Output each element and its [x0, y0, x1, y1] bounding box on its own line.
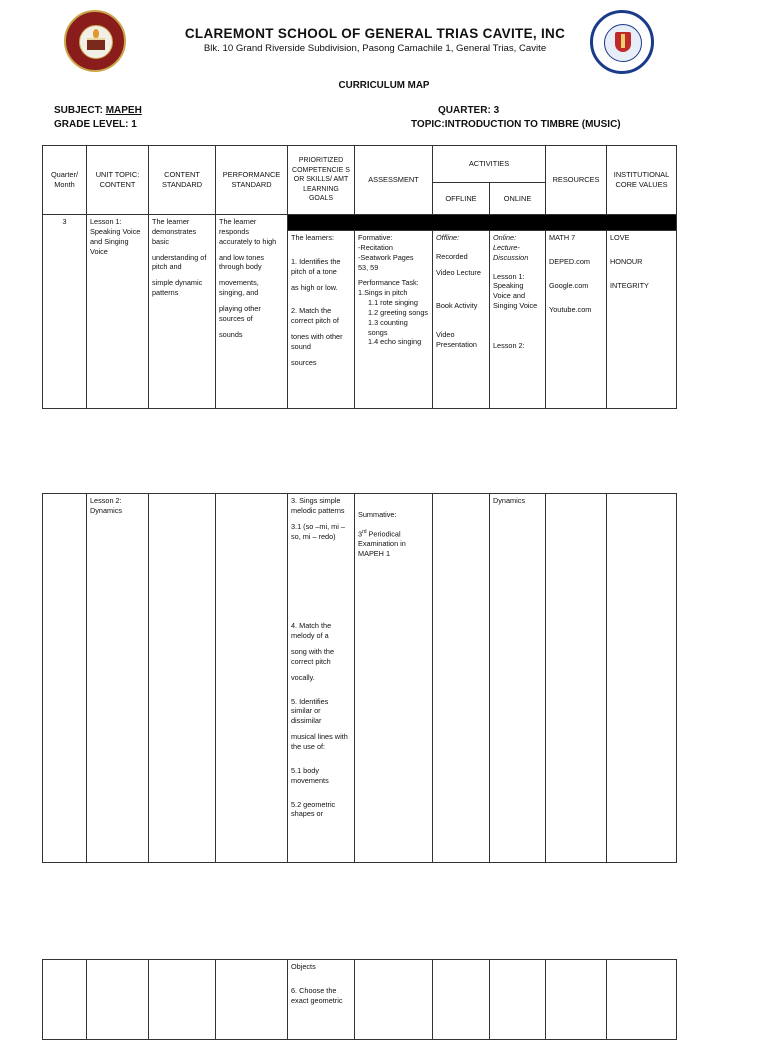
- grade-value: 1: [131, 119, 137, 130]
- text-line: Offline:: [436, 233, 460, 242]
- text-line: 5. Identifies similar or dissimilar: [291, 696, 329, 726]
- col-header-assessment: ASSESSMENT: [355, 146, 433, 215]
- text-line: 53, 59: [358, 262, 379, 272]
- text-line: LOVE: [610, 233, 630, 242]
- cell-resources: [546, 231, 607, 409]
- cell-quarter: [43, 960, 87, 1040]
- text-line: Youtube.com: [549, 304, 592, 314]
- text-line: INTEGRITY: [610, 280, 649, 290]
- col-header-quarter: Quarter/ Month: [43, 146, 87, 215]
- topic-value: INTRODUCTION TO TIMBRE (MUSIC): [444, 119, 621, 130]
- text-line: 1. Identifies the pitch of a tone: [291, 256, 341, 276]
- subject-value: MAPEH: [105, 105, 142, 116]
- school-address: Blk. 10 Grand Riverside Subdivision, Pasong Camachile 1, General Trias, Cavite: [203, 43, 547, 54]
- col-header-offline: OFFLINE: [433, 183, 490, 215]
- topic-label: TOPIC:: [411, 119, 445, 130]
- cell-competencies: [288, 494, 355, 863]
- cell-online: Dynamics: [490, 494, 546, 863]
- cell-offline: [433, 494, 490, 863]
- cell-performance-standard: [216, 960, 288, 1040]
- ordinal-number: 3: [358, 529, 363, 539]
- text-line: 6. Choose the exact geometric: [291, 985, 343, 1005]
- cell-assessment: [355, 960, 433, 1040]
- text-line: playing other sources of: [219, 303, 261, 323]
- text-line: sources: [291, 357, 317, 367]
- text-line: Recorded: [436, 251, 468, 261]
- ordinal-suffix: rd: [362, 528, 367, 535]
- text-line: and low tones through body: [219, 252, 265, 272]
- grade-label: GRADE LEVEL:: [54, 119, 129, 130]
- col-header-resources: RESOURCES: [546, 146, 607, 215]
- text-line: tones with other sound: [291, 332, 343, 351]
- text-line: 2. Match the correct pitch of: [291, 306, 339, 326]
- text-line: 5.1 body movements: [291, 765, 329, 785]
- quarter-value: 3: [493, 105, 500, 116]
- cell-content-standard: [149, 960, 216, 1040]
- col-header-content-standard: CONTENT STANDARD: [149, 146, 216, 215]
- text-line: Video Presentation: [436, 330, 477, 350]
- text-line: Video Lecture: [436, 267, 481, 277]
- curriculum-table-part-1: [42, 145, 677, 409]
- text-line: Performance Task:: [358, 278, 419, 288]
- text-line: The learners:: [291, 233, 334, 242]
- cell-unit-topic: Lesson 2: Dynamics: [87, 494, 149, 863]
- col-header-core-values: INSTITUTIONAL CORE VALUES: [607, 146, 677, 215]
- text-line: HONOUR: [610, 256, 643, 266]
- text-line: 5.2 geometric shapes or: [291, 799, 336, 819]
- cell-online: [490, 960, 546, 1040]
- curriculum-table-part-2: [42, 493, 677, 863]
- text-line: Lesson 2:: [493, 340, 525, 350]
- text-line: 1.3 counting songs: [368, 317, 408, 337]
- seal-emblem: [604, 24, 642, 62]
- cell-performance-standard: [216, 215, 288, 409]
- cell-competencies: [288, 231, 355, 409]
- text-line: song with the correct pitch: [291, 647, 334, 666]
- col-header-activities: ACTIVITIES: [433, 146, 546, 183]
- school-name: CLAREMONT SCHOOL OF GENERAL TRIAS CAVITE, INC: [184, 26, 566, 41]
- topic-line: [411, 119, 621, 130]
- cell-quarter: [43, 494, 87, 863]
- text-line: 3.1 (so –mi, mi –so, mi – redo): [291, 521, 345, 541]
- cell-core-values: [607, 494, 677, 863]
- cell-performance-standard: [216, 494, 288, 863]
- col-header-online: ONLINE: [490, 183, 546, 215]
- text-line: -Seatwork Pages: [358, 252, 414, 262]
- text-line: Online: Lecture- Discussion: [493, 233, 529, 262]
- curriculum-table-part-3: [42, 959, 677, 1040]
- cell-competencies: [288, 960, 355, 1040]
- grade-line: [54, 119, 137, 130]
- subject-line: [54, 105, 142, 116]
- cell-offline: [433, 231, 490, 409]
- col-header-unit-topic: UNIT TOPIC: CONTENT: [87, 146, 149, 215]
- text-line: 1.4 echo singing: [368, 337, 422, 347]
- cell-assessment: [355, 494, 433, 863]
- cell-core-values: [607, 231, 677, 409]
- cell-resources: [546, 494, 607, 863]
- text-line: [358, 529, 429, 559]
- text-line: 1.1 rote singing: [368, 298, 418, 308]
- quarter-label: QUARTER:: [438, 105, 491, 116]
- text-line: simple dynamic patterns: [152, 278, 203, 298]
- text-line: 3. Sings simple melodic patterns: [291, 496, 345, 515]
- col-header-competencies: PRIORITIZED COMPETENCIE S OR SKILLS/ AMT LEARNING GOALS: [288, 146, 355, 215]
- text-line: Summative:: [358, 510, 397, 519]
- claremont-school-logo: [64, 10, 126, 72]
- text-line: understanding of pitch and: [152, 252, 207, 272]
- cell-quarter: 3: [43, 215, 87, 409]
- cell-unit-topic: Lesson 1: Speaking Voice and Singing Voice: [87, 215, 149, 409]
- document-title: CURRICULUM MAP: [338, 80, 430, 91]
- text-line: The learner demonstrates basic: [152, 217, 197, 246]
- cell-offline: [433, 960, 490, 1040]
- text-line: Objects: [291, 962, 316, 971]
- text-line: as high or low.: [291, 282, 338, 292]
- text-line: -Recitation: [358, 242, 393, 252]
- text-line: musical lines with the use of:: [291, 732, 348, 751]
- cell-resources: [546, 960, 607, 1040]
- flame-icon: [93, 29, 99, 38]
- text-line: sounds: [219, 329, 243, 339]
- deped-seal-logo: [590, 10, 654, 74]
- text-line: Google.com: [549, 280, 589, 290]
- text-line: 1.Sings in pitch: [358, 288, 408, 298]
- text-line: vocally.: [291, 672, 315, 682]
- text-line: The learner responds accurately to high: [219, 217, 277, 246]
- text-line: movements, singing, and: [219, 278, 259, 298]
- subject-label: SUBJECT:: [54, 105, 103, 116]
- col-header-performance-standard: PERFORMANCE STANDARD: [216, 146, 288, 215]
- black-band: [288, 215, 677, 231]
- torch-icon: [621, 34, 625, 48]
- text-line: 4. Match the melody of a: [291, 621, 332, 641]
- text-line: DEPED.com: [549, 256, 590, 266]
- text-line: MATH 7: [549, 233, 576, 242]
- text-line: Formative:: [358, 233, 393, 242]
- text-line: 1.2 greeting songs: [368, 307, 429, 317]
- cell-content-standard: [149, 494, 216, 863]
- quarter-line: [438, 105, 499, 116]
- cell-content-standard: [149, 215, 216, 409]
- cell-online: [490, 231, 546, 409]
- book-icon: [87, 38, 105, 50]
- logo-emblem: [79, 25, 113, 59]
- cell-unit-topic: [87, 960, 149, 1040]
- text-line: Lesson 1: Speaking Voice and Singing Voice: [493, 271, 538, 311]
- text-line: Book Activity: [436, 300, 478, 310]
- assessment-text: Periodical Examination in MAPEH 1: [358, 529, 406, 558]
- cell-core-values: [607, 960, 677, 1040]
- cell-assessment: [355, 231, 433, 409]
